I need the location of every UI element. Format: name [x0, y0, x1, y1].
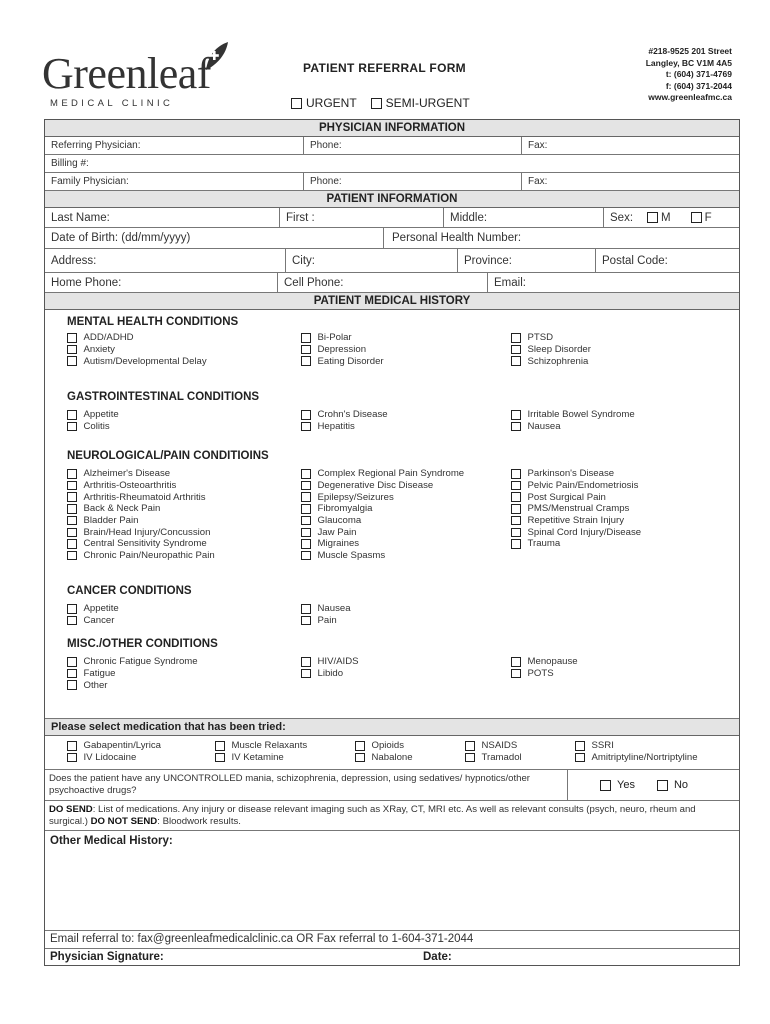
neurological-col-2	[301, 468, 464, 562]
send-instructions	[45, 801, 739, 831]
cancer-col-1	[67, 603, 119, 626]
condition-item[interactable]	[301, 603, 351, 615]
medication-checkbox[interactable]	[215, 741, 225, 751]
condition-label: Parkinson's Disease	[527, 468, 615, 480]
condition-checkbox[interactable]	[511, 481, 521, 491]
address-line: #218-9525 201 Street	[648, 46, 732, 56]
condition-label: Menopause	[527, 656, 578, 668]
semi-urgent-option[interactable]	[371, 96, 470, 110]
misc-col-1	[67, 656, 198, 691]
condition-label: Central Sensitivity Syndrome	[83, 538, 207, 550]
condition-item[interactable]	[511, 355, 591, 367]
condition-checkbox[interactable]	[67, 528, 77, 538]
condition-item[interactable]	[67, 503, 215, 515]
condition-item[interactable]	[67, 538, 215, 550]
clinic-address	[646, 46, 732, 104]
condition-item[interactable]	[67, 603, 119, 615]
condition-checkbox[interactable]	[301, 657, 311, 667]
condition-label: Colitis	[83, 421, 110, 433]
condition-label: Eating Disorder	[317, 355, 384, 367]
physician-section-header: PHYSICIAN INFORMATION	[45, 120, 739, 137]
condition-checkbox[interactable]	[511, 669, 521, 679]
condition-item[interactable]	[301, 656, 359, 668]
condition-item[interactable]	[301, 538, 464, 550]
condition-label: Crohn's Disease	[317, 409, 388, 421]
condition-checkbox[interactable]	[301, 616, 311, 626]
condition-checkbox[interactable]	[67, 356, 77, 366]
sex-male-option[interactable]	[647, 212, 671, 224]
condition-checkbox[interactable]	[301, 481, 311, 491]
mental-health-col-3	[511, 332, 591, 367]
condition-checkbox[interactable]	[67, 469, 77, 479]
family-fax-field[interactable]: Fax:	[521, 173, 741, 190]
address-row	[45, 249, 739, 273]
logo-subtitle: MEDICAL CLINIC	[50, 98, 174, 109]
referral-form	[44, 119, 740, 966]
condition-label: ADD/ADHD	[83, 332, 134, 344]
condition-item[interactable]	[67, 656, 198, 668]
do-not-send-label: DO NOT SEND	[90, 816, 158, 827]
form-title: PATIENT REFERRAL FORM	[303, 61, 466, 75]
psychoactive-question: Does the patient have any UNCONTROLLED mania, schizophrenia, depression, using sedatives/ hypnotics/other psychoactive drugs?	[49, 773, 531, 796]
referring-phone-field[interactable]: Phone:	[303, 137, 521, 154]
family-physician-row	[45, 173, 739, 191]
condition-checkbox[interactable]	[301, 492, 311, 502]
condition-checkbox[interactable]	[67, 539, 77, 549]
condition-checkbox[interactable]	[511, 504, 521, 514]
medication-item[interactable]	[575, 752, 698, 764]
condition-checkbox[interactable]	[301, 516, 311, 526]
condition-checkbox[interactable]	[301, 345, 311, 355]
condition-item[interactable]	[301, 615, 351, 627]
condition-label: Depression	[317, 344, 367, 356]
condition-label: Alzheimer's Disease	[83, 468, 171, 480]
condition-item[interactable]	[301, 526, 464, 538]
clinic-logo	[42, 49, 242, 114]
gastrointestinal-col-1	[67, 409, 119, 432]
condition-label: Fibromyalgia	[317, 503, 373, 515]
condition-checkbox[interactable]	[301, 333, 311, 343]
condition-checkbox[interactable]	[67, 504, 77, 514]
medication-checkbox[interactable]	[355, 741, 365, 751]
condition-label: Nausea	[527, 421, 561, 433]
medication-label: Muscle Relaxants	[231, 740, 308, 752]
condition-checkbox[interactable]	[511, 492, 521, 502]
no-label: No	[673, 779, 689, 791]
condition-label: Glaucoma	[317, 515, 362, 527]
condition-item[interactable]	[301, 409, 388, 421]
medication-label: SSRI	[591, 740, 614, 752]
date-label: Date:	[423, 951, 452, 963]
mental-health-col-2	[301, 332, 384, 367]
condition-label: Irritable Bowel Syndrome	[527, 409, 635, 421]
condition-checkbox[interactable]	[67, 616, 77, 626]
cell-phone-field[interactable]: Cell Phone:	[277, 273, 487, 292]
patient-name-row	[45, 208, 739, 228]
condition-checkbox[interactable]	[67, 680, 77, 690]
dob-row	[45, 228, 739, 249]
condition-label: Cancer	[83, 615, 115, 627]
condition-label: PTSD	[527, 332, 554, 344]
referring-fax-field[interactable]: Fax:	[521, 137, 741, 154]
signature-row	[45, 949, 739, 965]
other-medical-history-field[interactable]	[45, 831, 739, 931]
condition-label: Libido	[317, 668, 344, 680]
do-not-send-text: : Bloodwork results.	[157, 816, 241, 827]
condition-checkbox[interactable]	[67, 516, 77, 526]
condition-item[interactable]	[511, 668, 578, 680]
condition-label: Chronic Fatigue Syndrome	[83, 656, 198, 668]
condition-label: Sleep Disorder	[527, 344, 591, 356]
condition-checkbox[interactable]	[301, 422, 311, 432]
condition-checkbox[interactable]	[511, 333, 521, 343]
condition-item[interactable]	[511, 503, 641, 515]
condition-checkbox[interactable]	[67, 345, 77, 355]
condition-checkbox[interactable]	[67, 410, 77, 420]
medication-checkbox[interactable]	[215, 753, 225, 763]
medication-label: Gabapentin/Lyrica	[83, 740, 162, 752]
condition-item[interactable]	[67, 679, 198, 691]
condition-checkbox[interactable]	[511, 410, 521, 420]
do-send-label: DO SEND	[49, 804, 93, 815]
urgent-checkbox[interactable]	[291, 98, 302, 109]
condition-item[interactable]	[67, 615, 119, 627]
home-phone-field[interactable]: Home Phone:	[51, 276, 122, 289]
medication-item[interactable]	[67, 752, 161, 764]
last-name-field[interactable]: Last Name:	[51, 211, 110, 224]
province-field[interactable]: Province:	[457, 249, 595, 272]
gastrointestinal-col-2	[301, 409, 388, 432]
urgency-options	[291, 96, 470, 110]
city-field[interactable]: City:	[285, 249, 457, 272]
email-field[interactable]: Email:	[487, 273, 741, 292]
condition-item[interactable]	[67, 332, 207, 344]
referring-physician-field[interactable]: Referring Physician:	[51, 140, 141, 151]
condition-item[interactable]	[67, 668, 198, 680]
condition-label: Trauma	[527, 538, 561, 550]
form-header	[0, 0, 770, 118]
misc-col-2	[301, 656, 359, 679]
condition-checkbox[interactable]	[67, 481, 77, 491]
medications-header: Please select medication that has been tried:	[45, 719, 739, 736]
condition-item[interactable]	[301, 491, 464, 503]
billing-row	[45, 155, 739, 173]
yes-checkbox[interactable]	[600, 780, 611, 791]
medication-col-2	[215, 740, 307, 763]
medication-label: IV Ketamine	[231, 752, 284, 764]
condition-label: Migraines	[317, 538, 360, 550]
condition-label: Fatigue	[83, 668, 116, 680]
do-send-text: : List of medications. Any injury or disease relevant imaging such as XRay, CT, MRI etc. As well as relevant consults (psych, neuro, rheum and surgical.)	[49, 804, 696, 827]
condition-checkbox[interactable]	[67, 422, 77, 432]
sex-female-label: F	[704, 211, 712, 224]
condition-item[interactable]	[67, 526, 215, 538]
condition-checkbox[interactable]	[301, 528, 311, 538]
condition-label: Other	[83, 679, 108, 691]
condition-checkbox[interactable]	[511, 469, 521, 479]
referring-physician-row	[45, 137, 739, 155]
condition-item[interactable]	[301, 550, 464, 562]
condition-item[interactable]	[67, 355, 207, 367]
phone-line: t: (604) 371-4769	[665, 69, 732, 80]
medication-checkbox[interactable]	[575, 753, 585, 763]
condition-label: Back & Neck Pain	[83, 503, 161, 515]
medication-label: Nabalone	[371, 752, 413, 764]
condition-label: Epilepsy/Seizures	[317, 491, 394, 503]
condition-item[interactable]	[511, 332, 591, 344]
condition-label: Hepatitis	[317, 421, 355, 433]
condition-label: Pain	[317, 615, 337, 627]
no-checkbox[interactable]	[657, 780, 668, 791]
condition-checkbox[interactable]	[67, 604, 77, 614]
medication-item[interactable]	[67, 740, 161, 752]
condition-item[interactable]	[301, 668, 359, 680]
medication-item[interactable]	[355, 752, 413, 764]
medication-item[interactable]	[575, 740, 698, 752]
condition-item[interactable]	[301, 332, 384, 344]
medication-checkbox[interactable]	[67, 741, 77, 751]
medical-history	[45, 310, 739, 719]
semi-urgent-label: SEMI-URGENT	[385, 96, 470, 110]
date-field[interactable]	[415, 949, 741, 965]
condition-label: Brain/Head Injury/Concussion	[83, 526, 211, 538]
condition-item[interactable]	[67, 491, 215, 503]
condition-checkbox[interactable]	[67, 669, 77, 679]
medication-checkbox[interactable]	[67, 753, 77, 763]
condition-label: Appetite	[83, 409, 119, 421]
fax-line: f: (604) 371-2044	[665, 80, 732, 91]
condition-item[interactable]	[67, 550, 215, 562]
condition-label: Schizophrenia	[527, 355, 589, 367]
neurological-title: NEUROLOGICAL/PAIN CONDITIOINS	[67, 450, 269, 462]
website-line: www.greenleafmc.ca	[648, 92, 732, 103]
condition-label: Arthritis-Rheumatoid Arthritis	[83, 491, 206, 503]
condition-label: Degenerative Disc Disease	[317, 480, 434, 492]
physician-signature-field[interactable]	[45, 949, 415, 965]
medication-col-4	[465, 740, 522, 763]
medications-grid	[45, 736, 739, 770]
condition-checkbox[interactable]	[511, 516, 521, 526]
mental-health-title: MENTAL HEALTH CONDITIONS	[67, 316, 239, 328]
misc-col-3	[511, 656, 578, 679]
cancer-col-2	[301, 603, 351, 626]
condition-item[interactable]	[301, 503, 464, 515]
sex-male-label: M	[661, 211, 671, 224]
family-physician-field[interactable]: Family Physician:	[51, 176, 129, 187]
condition-checkbox[interactable]	[511, 539, 521, 549]
no-option[interactable]	[657, 779, 688, 791]
sex-label: Sex:	[610, 211, 634, 224]
condition-label: Bi-Polar	[317, 332, 352, 344]
condition-item[interactable]	[511, 515, 641, 527]
medication-item[interactable]	[355, 740, 413, 752]
sex-male-checkbox[interactable]	[647, 212, 658, 223]
condition-checkbox[interactable]	[301, 356, 311, 366]
urgent-option[interactable]	[291, 96, 357, 110]
condition-label: Post Surgical Pain	[527, 491, 606, 503]
condition-item[interactable]	[301, 344, 384, 356]
first-name-field[interactable]: First :	[279, 208, 443, 227]
condition-checkbox[interactable]	[301, 410, 311, 420]
medication-col-1	[67, 740, 161, 763]
cancer-title: CANCER CONDITIONS	[67, 585, 192, 597]
psychoactive-answer	[567, 770, 741, 800]
condition-item[interactable]	[511, 491, 641, 503]
billing-number-field[interactable]: Billing #:	[51, 158, 89, 169]
condition-checkbox[interactable]	[511, 528, 521, 538]
condition-checkbox[interactable]	[301, 469, 311, 479]
condition-item[interactable]	[511, 468, 641, 480]
phone-row	[45, 273, 739, 293]
condition-item[interactable]	[511, 344, 591, 356]
condition-label: Anxiety	[83, 344, 115, 356]
condition-label: Muscle Spasms	[317, 550, 386, 562]
referral-contact-line: Email referral to: fax@greenleafmedicalclinic.ca OR Fax referral to 1-604-371-2044	[45, 931, 739, 949]
postal-code-field[interactable]: Postal Code:	[595, 249, 741, 272]
condition-item[interactable]	[67, 515, 215, 527]
medication-item[interactable]	[465, 740, 522, 752]
condition-checkbox[interactable]	[301, 669, 311, 679]
condition-item[interactable]	[511, 538, 641, 550]
logo-wordmark: Greenleaf	[42, 49, 211, 98]
condition-label: Complex Regional Pain Syndrome	[317, 468, 465, 480]
condition-checkbox[interactable]	[301, 604, 311, 614]
condition-item[interactable]	[67, 468, 215, 480]
medication-checkbox[interactable]	[355, 753, 365, 763]
address-field[interactable]: Address:	[51, 254, 97, 267]
sex-female-checkbox[interactable]	[691, 212, 702, 223]
condition-checkbox[interactable]	[511, 422, 521, 432]
condition-label: PMS/Menstrual Cramps	[527, 503, 630, 515]
medication-item[interactable]	[215, 752, 307, 764]
middle-name-field[interactable]: Middle:	[443, 208, 603, 227]
condition-item[interactable]	[511, 409, 635, 421]
condition-item[interactable]	[301, 515, 464, 527]
gastrointestinal-col-3	[511, 409, 635, 432]
medication-label: Amitriptyline/Nortriptyline	[591, 752, 698, 764]
condition-item[interactable]	[67, 421, 119, 433]
medication-label: NSAIDS	[481, 740, 518, 752]
condition-item[interactable]	[301, 421, 388, 433]
medication-label: IV Lidocaine	[83, 752, 137, 764]
history-section-header: PATIENT MEDICAL HISTORY	[45, 293, 739, 310]
psychoactive-question-row	[45, 770, 739, 801]
condition-checkbox[interactable]	[67, 657, 77, 667]
condition-item[interactable]	[301, 480, 464, 492]
condition-label: Spinal Cord Injury/Disease	[527, 526, 642, 538]
condition-label: Autism/Developmental Delay	[83, 355, 207, 367]
medication-checkbox[interactable]	[465, 753, 475, 763]
health-number-field[interactable]: Personal Health Number:	[383, 228, 741, 248]
semi-urgent-checkbox[interactable]	[371, 98, 382, 109]
neurological-col-3	[511, 468, 641, 550]
condition-label: Nausea	[317, 603, 351, 615]
condition-checkbox[interactable]	[67, 492, 77, 502]
condition-checkbox[interactable]	[67, 333, 77, 343]
condition-label: Arthritis-Osteoarthritis	[83, 480, 177, 492]
condition-checkbox[interactable]	[301, 551, 311, 561]
gastrointestinal-title: GASTROINTESTINAL CONDITIONS	[67, 391, 260, 403]
signature-label: Physician Signature:	[50, 951, 164, 963]
neurological-col-1	[67, 468, 215, 562]
other-medical-history-label: Other Medical History:	[50, 835, 173, 847]
date-of-birth-field[interactable]: Date of Birth: (dd/mm/yyyy)	[51, 232, 191, 244]
patient-section-header: PATIENT INFORMATION	[45, 191, 739, 208]
sex-field	[603, 208, 741, 227]
condition-item[interactable]	[511, 526, 641, 538]
medication-label: Tramadol	[481, 752, 522, 764]
medication-item[interactable]	[215, 740, 307, 752]
address-line: Langley, BC V1M 4A5	[645, 57, 732, 68]
condition-checkbox[interactable]	[301, 539, 311, 549]
medication-checkbox[interactable]	[575, 741, 585, 751]
condition-checkbox[interactable]	[511, 356, 521, 366]
condition-item[interactable]	[67, 480, 215, 492]
sex-female-option[interactable]	[691, 212, 712, 224]
condition-label: Jaw Pain	[317, 526, 357, 538]
condition-item[interactable]	[511, 656, 578, 668]
medication-label: Opioids	[371, 740, 405, 752]
mental-health-col-1	[67, 332, 207, 367]
misc-title: MISC./OTHER CONDITIONS	[67, 638, 218, 650]
condition-item[interactable]	[67, 409, 119, 421]
condition-label: Bladder Pain	[83, 515, 139, 527]
condition-label: POTS	[527, 668, 554, 680]
condition-label: Chronic Pain/Neuropathic Pain	[83, 550, 215, 562]
yes-label: Yes	[617, 779, 635, 791]
family-phone-field[interactable]: Phone:	[303, 173, 521, 190]
condition-checkbox[interactable]	[511, 345, 521, 355]
condition-item[interactable]	[301, 355, 384, 367]
condition-item[interactable]	[67, 344, 207, 356]
condition-checkbox[interactable]	[511, 657, 521, 667]
medication-col-3	[355, 740, 413, 763]
condition-label: Pelvic Pain/Endometriosis	[527, 480, 639, 492]
medication-item[interactable]	[465, 752, 522, 764]
medication-checkbox[interactable]	[465, 741, 475, 751]
condition-label: Appetite	[83, 603, 119, 615]
condition-item[interactable]	[301, 468, 464, 480]
medication-col-5	[575, 740, 698, 763]
condition-checkbox[interactable]	[301, 504, 311, 514]
condition-label: Repetitive Strain Injury	[527, 515, 625, 527]
yes-option[interactable]	[600, 779, 635, 791]
urgent-label: URGENT	[306, 96, 357, 110]
condition-label: HIV/AIDS	[317, 656, 359, 668]
condition-item[interactable]	[511, 480, 641, 492]
condition-checkbox[interactable]	[67, 551, 77, 561]
condition-item[interactable]	[511, 421, 635, 433]
